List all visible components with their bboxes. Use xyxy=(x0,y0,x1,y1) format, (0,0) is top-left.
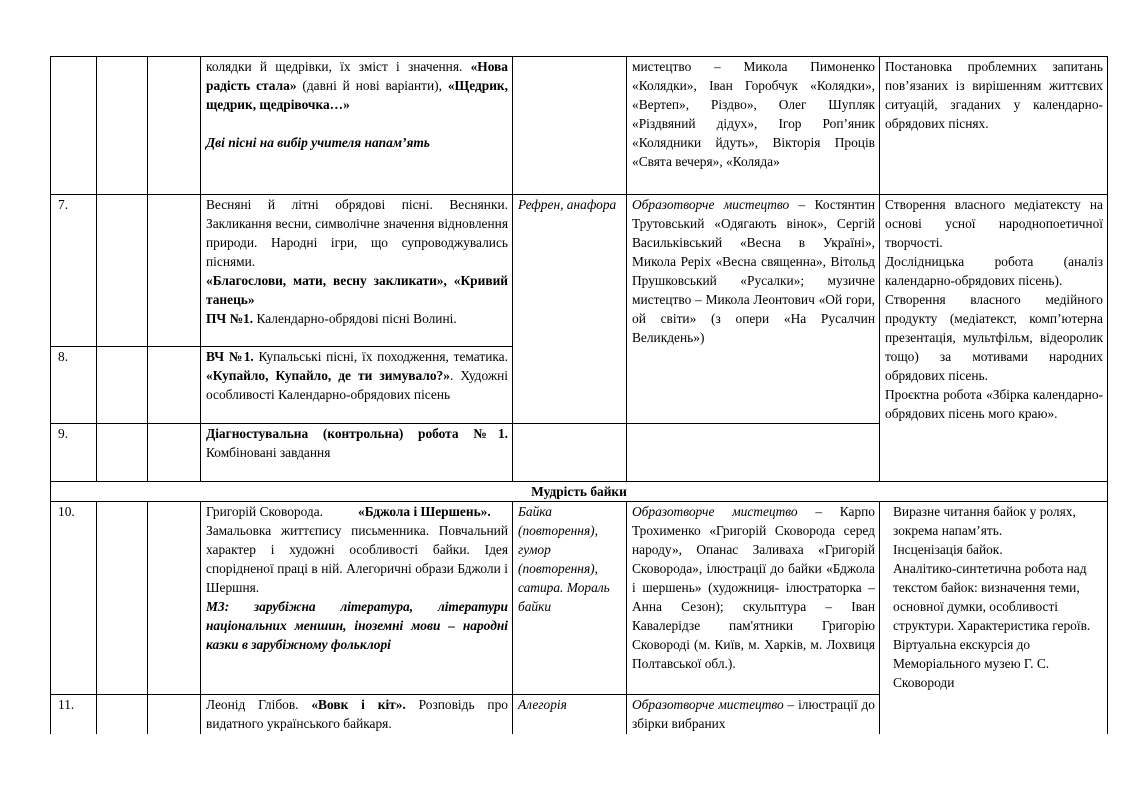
vch-label: ВЧ №1. xyxy=(206,349,254,364)
pch-label: ПЧ №1. xyxy=(206,311,254,326)
song-title: «Благослови, мати, весну закликати», «Кривий танець» xyxy=(206,273,508,307)
art-cell xyxy=(627,424,880,482)
curriculum-table xyxy=(50,56,1108,734)
song-title: «Купайло, Купайло, де ти зимувало?» xyxy=(206,368,450,383)
empty-cell xyxy=(148,347,201,424)
art-label: Образотворче мистецтво xyxy=(632,697,784,712)
section-title: Мудрість байки xyxy=(51,482,1108,502)
number-cell: 10. xyxy=(51,502,97,695)
song-title: «Нова радість стала» xyxy=(206,59,508,93)
topic-cell: колядки й щедрівки, їх зміст і значення. «Нова радість стала» (давні й нові варіанти), «Щедрик, щедрик, щедрівочка…» Дві пісні на вибір учителя напам’ять xyxy=(201,57,513,195)
topic-cell: Весняні й літні обрядові пісні. Веснянки. Закликання весни, символічне значення відновлення природи. Народні ігри, що супроводжувались піснями. «Благослови, мати, весну закликати», «Кривий танець» ПЧ №1. Календарно-обрядові пісні Волині. xyxy=(201,195,513,347)
table-row xyxy=(51,195,1108,347)
activities-cell: Створення власного медіатексту на основі усної народнопоетичної творчості. Дослідницька робота (аналіз календарно-обрядових пісень). Створення власного медійного продукту (медіатекст, комп’ютерна презентація, мультфільм, відеоролик тощо) за мотивами народних обрядових пісень. Проєктна робота «Збірка календарно-обрядових пісень мого краю». xyxy=(880,195,1108,482)
number-cell xyxy=(51,57,97,195)
theory-cell: Рефрен, анафора xyxy=(513,195,627,424)
number-cell: 8. xyxy=(51,347,97,424)
song-title: «Щедрик, щедрик, щедрівочка…» xyxy=(206,78,508,112)
memorize-note: Дві пісні на вибір учителя напам’ять xyxy=(206,135,430,150)
empty-cell xyxy=(97,347,148,424)
empty-cell xyxy=(148,424,201,482)
work-title: «Вовк і кіт». xyxy=(311,697,406,712)
art-label: Образотворче мистецтво xyxy=(632,197,790,212)
empty-cell xyxy=(148,502,201,695)
topic-cell: Леонід Глібов. «Вовк і кіт». Розповідь про видатного українського байкаря. xyxy=(201,695,513,735)
art-cell: Образотворче мистецтво – Костянтин Трутовський «Одягають вінок», Сергій Васильківський «Весна в Україні», Микола Реріх «Весна священна», Вітольд Прушковський «Русалки»; музичне мистецтво – Микола Леонтович «Ой гори, ой світи» (з опери «На Русалчин Великдень») xyxy=(627,195,880,424)
work-title: «Бджола і Шершень». xyxy=(358,504,491,519)
section-row xyxy=(51,482,1108,502)
table-row xyxy=(51,502,1108,695)
art-cell: мистецтво – Микола Пимоненко «Колядки», Іван Горобчук «Колядки», «Вертеп», Різдво», Олег Шупляк «Різдвяний дідух», Ігор Роп’яник «Колядники йдуть», Вікторія Проців «Свята вечеря», «Коляда» xyxy=(627,57,880,195)
topic-cell: ВЧ №1. Купальські пісні, їх походження, тематика. «Купайло, Купайло, де ти зимувало?». Художні особливості Календарно-обрядових пісень xyxy=(201,347,513,424)
number-cell: 9. xyxy=(51,424,97,482)
table-row xyxy=(51,57,1108,195)
theory-cell xyxy=(513,424,627,482)
control-work-label: Діагностувальна (контрольна) робота №1. xyxy=(206,426,508,441)
author-name: Григорій Сковорода. xyxy=(206,504,324,519)
art-cell: Образотворче мистецтво – Карпо Трохименко «Григорій Сковорода серед народу», Опанас Заливаха «Григорій Сковорода», ілюстрації до байки «Бджола і шершень» (художниця- ілюстраторка – Анна Сезон); скульптура – Іван Кавалерідзе пам'ятники Григорію Сковороді (м. Київ, м. Харків, м. Лохвиця Полтавської обл.). xyxy=(627,502,880,695)
number-cell: 11. xyxy=(51,695,97,735)
activities-cell: Постановка проблемних запитань пов’язаних із вирішенням життєвих ситуацій, згаданих у календарно-обрядових піснях. xyxy=(880,57,1108,195)
empty-cell xyxy=(97,695,148,735)
theory-cell: Алегорія xyxy=(513,695,627,735)
empty-cell xyxy=(97,195,148,347)
empty-cell xyxy=(148,695,201,735)
author-name: Леонід Глібов. xyxy=(206,697,312,712)
number-cell: 7. xyxy=(51,195,97,347)
theory-cell: Байка (повторення), гумор (повторення), сатира. Мораль байки xyxy=(513,502,627,695)
empty-cell xyxy=(148,195,201,347)
empty-cell xyxy=(97,502,148,695)
empty-cell xyxy=(97,57,148,195)
topic-cell: Діагностувальна (контрольна) робота №1. Комбіновані завдання xyxy=(201,424,513,482)
topic-cell: Григорій Сковорода. «Бджола і Шершень». Замальовка життєпису письменника. Повчальний характер і художні особливості байки. Ідея спорідненої праці в ній. Алегоричні образи Бджоли і Шершня. МЗ: зарубіжна література, літератури національних меншин, іноземні мови – народні казки в зарубіжному фольклорі xyxy=(201,502,513,695)
empty-cell xyxy=(148,57,201,195)
art-label: Образотворче мистецтво xyxy=(632,504,798,519)
empty-cell xyxy=(97,424,148,482)
art-cell: Образотворче мистецтво – ілюстрації до збірки вибраних xyxy=(627,695,880,735)
activities-cell: Виразне читання байок у ролях, зокрема напам’ять. Інсценізація байок. Аналітико-синтетична робота над текстом байок: визначення теми, основної думки, особливості структури. Характеристика героїв. Віртуальна екскурсія до Меморіального музею Г. С. Сковороди xyxy=(880,502,1108,735)
mz-note: МЗ: зарубіжна література, літератури національних меншин, іноземні мови – народні казки в зарубіжному фольклорі xyxy=(206,599,508,652)
theory-cell xyxy=(513,57,627,195)
